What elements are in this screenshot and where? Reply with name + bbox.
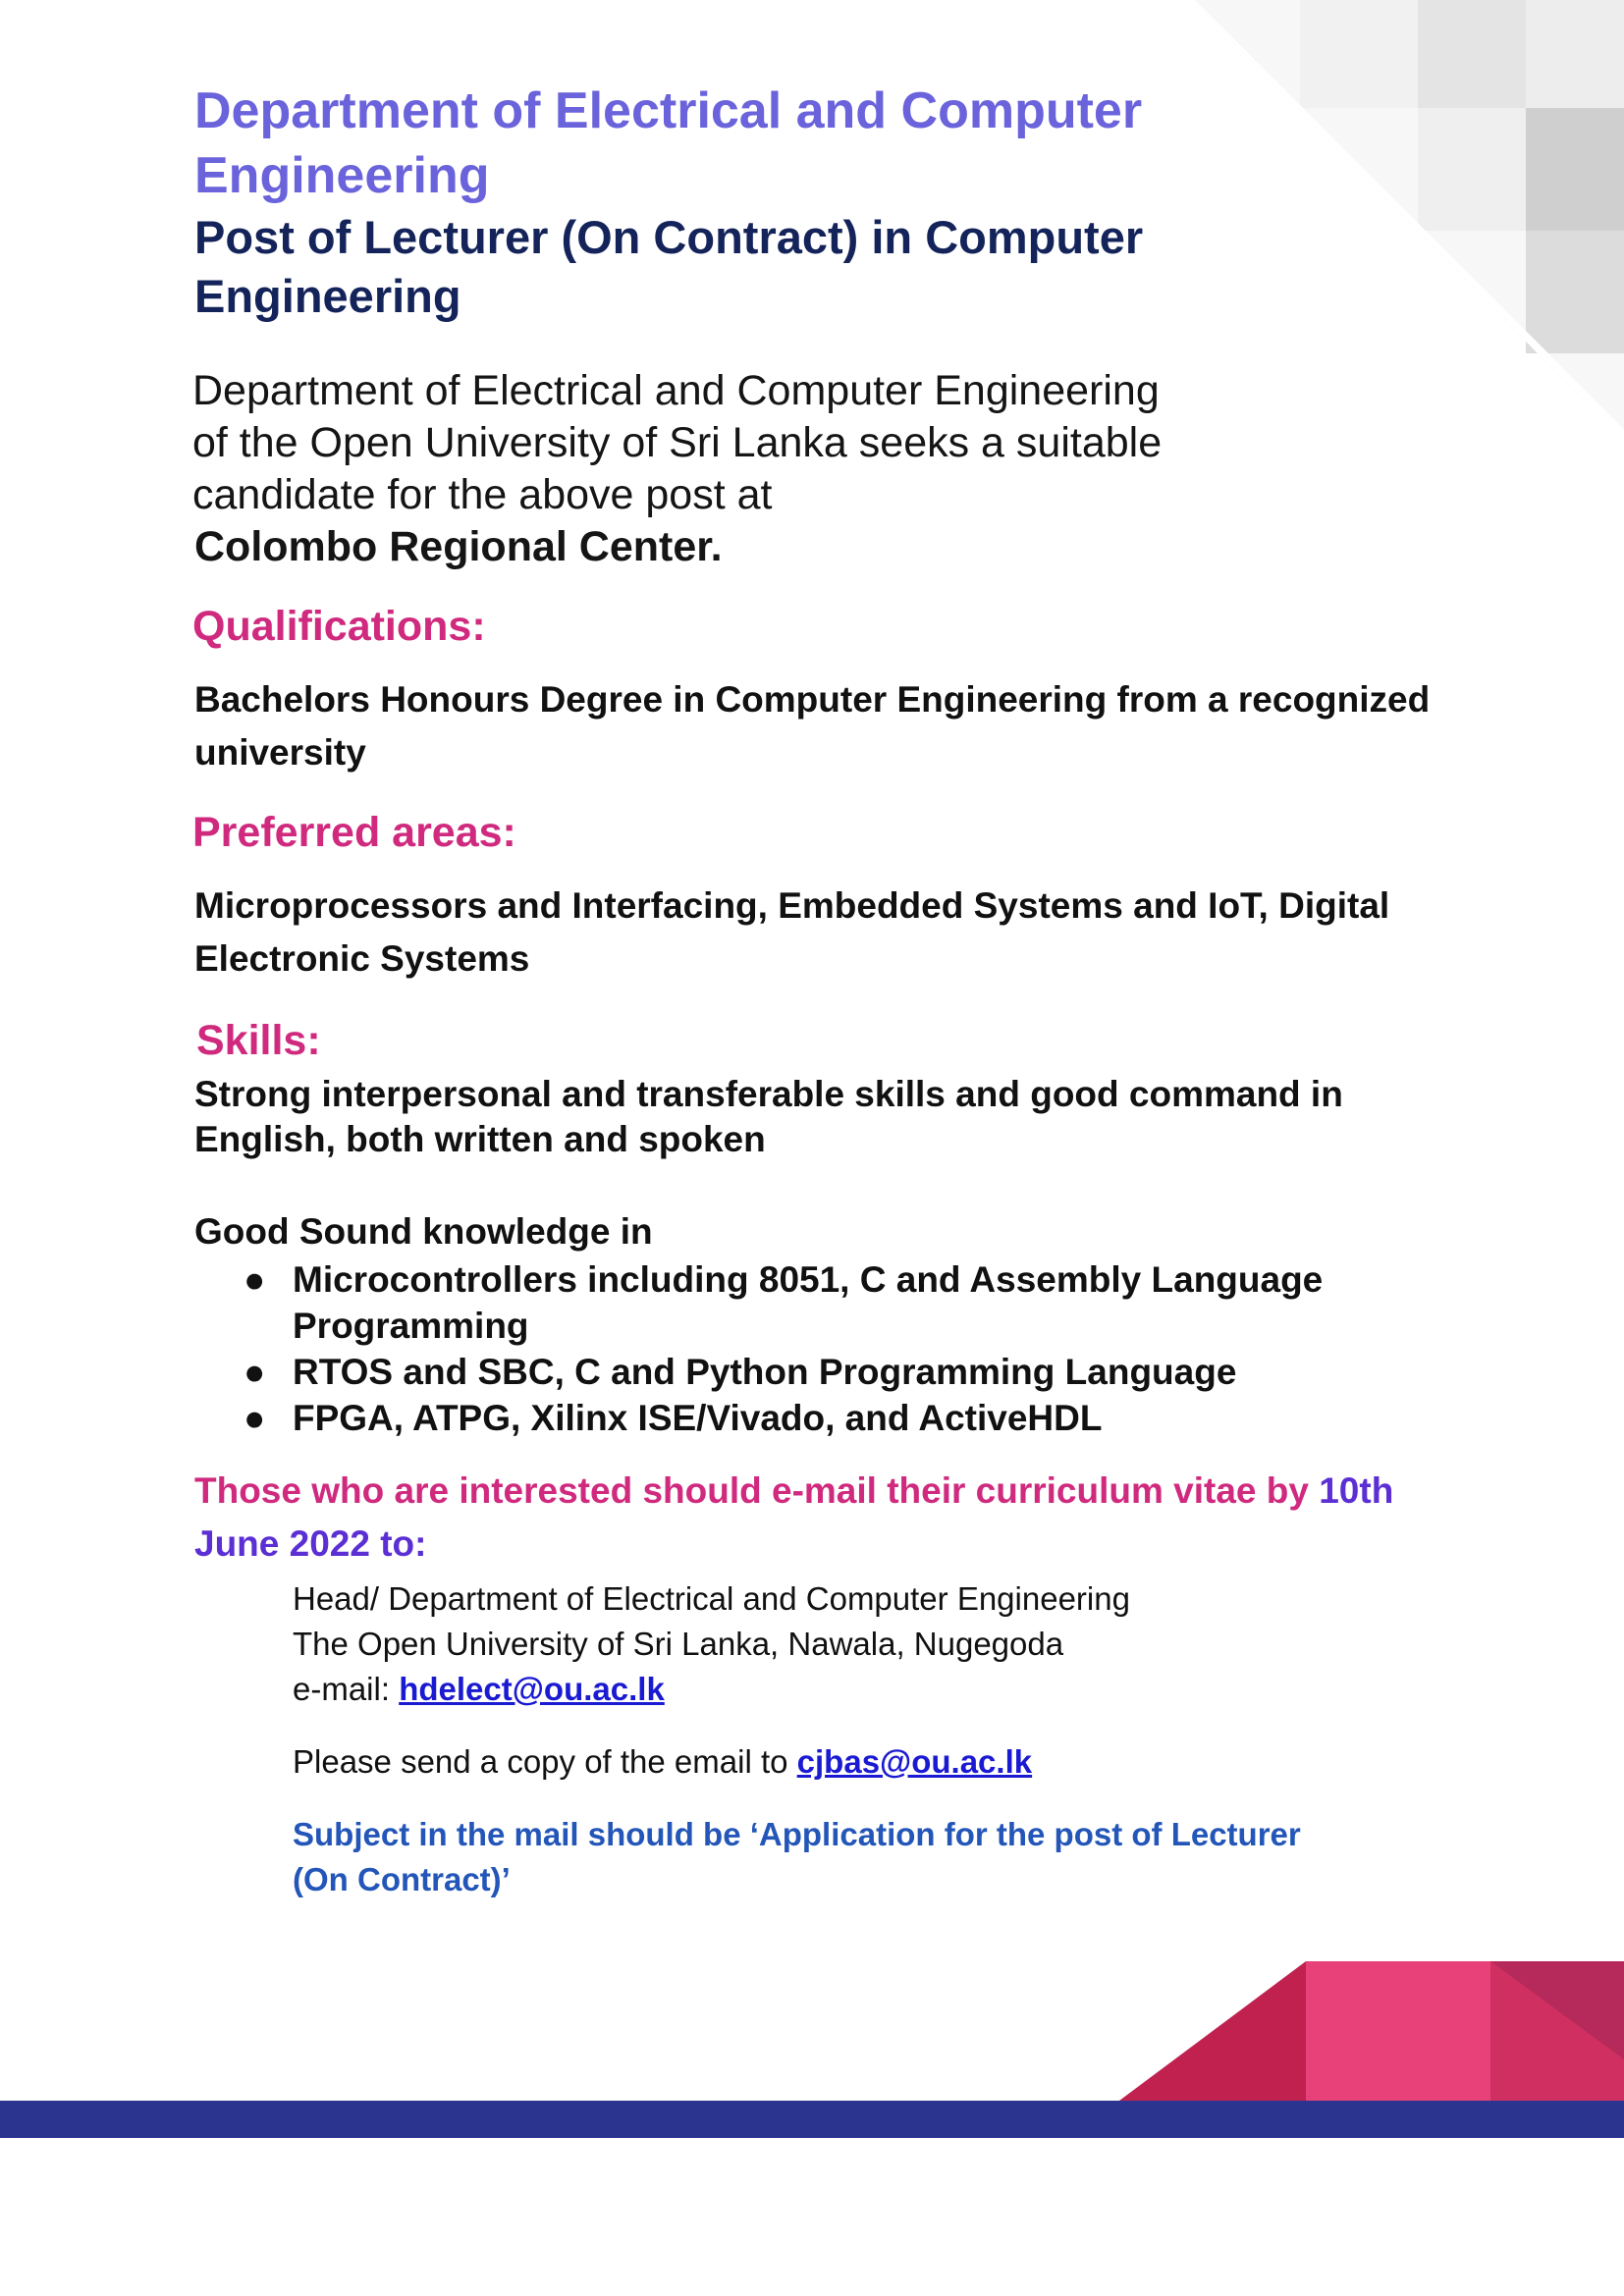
qualifications-heading: Qualifications: bbox=[192, 603, 486, 650]
email-line bbox=[293, 1667, 1461, 1712]
list-item bbox=[244, 1395, 1333, 1441]
list-item bbox=[244, 1256, 1333, 1349]
knowledge-list bbox=[194, 1256, 1461, 1441]
bullet-icon: ● bbox=[244, 1398, 266, 1438]
copy-note bbox=[293, 1739, 1461, 1785]
footer-bar bbox=[0, 2101, 1624, 2138]
application-deadline: 10th June 2022 bbox=[194, 1470, 1394, 1564]
copy-email-link[interactable]: cjbas@ou.ac.lk bbox=[796, 1743, 1033, 1780]
address-line-1: Head/ Department of Electrical and Computer Engineering bbox=[293, 1580, 1130, 1617]
application-tail: to: bbox=[380, 1523, 427, 1564]
application-instructions bbox=[194, 1465, 1432, 1571]
bottom-right-decoration bbox=[1119, 1961, 1624, 2101]
advertisement-content bbox=[194, 79, 1461, 1902]
bullet-icon: ● bbox=[244, 1259, 266, 1300]
intro-text: Department of Electrical and Computer Engineering of the Open University of Sri Lanka seeks a suitable candidate for the above post at bbox=[192, 367, 1163, 518]
list-item bbox=[244, 1349, 1333, 1395]
knowledge-intro: Good Sound knowledge in bbox=[194, 1211, 653, 1252]
list-item-text: RTOS and SBC, C and Python Programming Language bbox=[293, 1352, 1237, 1392]
copy-note-text: Please send a copy of the email to bbox=[293, 1743, 788, 1780]
subject-note: Subject in the mail should be ‘Application for the post of Lecturer (On Contract)’ bbox=[293, 1816, 1301, 1897]
department-title: Department of Electrical and Computer Engineering bbox=[194, 82, 1143, 204]
email-link[interactable]: hdelect@ou.ac.lk bbox=[399, 1671, 665, 1707]
bullet-icon: ● bbox=[244, 1352, 266, 1392]
address-line-2: The Open University of Sri Lanka, Nawala, Nugegoda bbox=[293, 1626, 1064, 1662]
list-item-text: FPGA, ATPG, Xilinx ISE/Vivado, and ActiveHDL bbox=[293, 1398, 1103, 1438]
contact-address bbox=[293, 1576, 1461, 1712]
preferred-areas-heading: Preferred areas: bbox=[192, 809, 516, 856]
email-label: e-mail: bbox=[293, 1671, 391, 1707]
intro-paragraph bbox=[192, 365, 1174, 573]
post-title: Post of Lecturer (On Contract) in Computer Engineering bbox=[194, 211, 1144, 322]
list-item-text: Microcontrollers including 8051, C and Assembly Language Programming bbox=[293, 1259, 1324, 1346]
preferred-areas-text: Microprocessors and Interfacing, Embedded Systems and IoT, Digital Electronic Systems bbox=[194, 885, 1390, 979]
skills-heading: Skills: bbox=[196, 1017, 321, 1064]
skills-text: Strong interpersonal and transferable skills and good command in English, both written and spoken bbox=[194, 1074, 1343, 1159]
application-lead: Those who are interested should e-mail their curriculum vitae by bbox=[194, 1470, 1309, 1511]
qualifications-text: Bachelors Honours Degree in Computer Engineering from a recognized university bbox=[194, 679, 1431, 773]
intro-location: Colombo Regional Center. bbox=[194, 523, 723, 570]
